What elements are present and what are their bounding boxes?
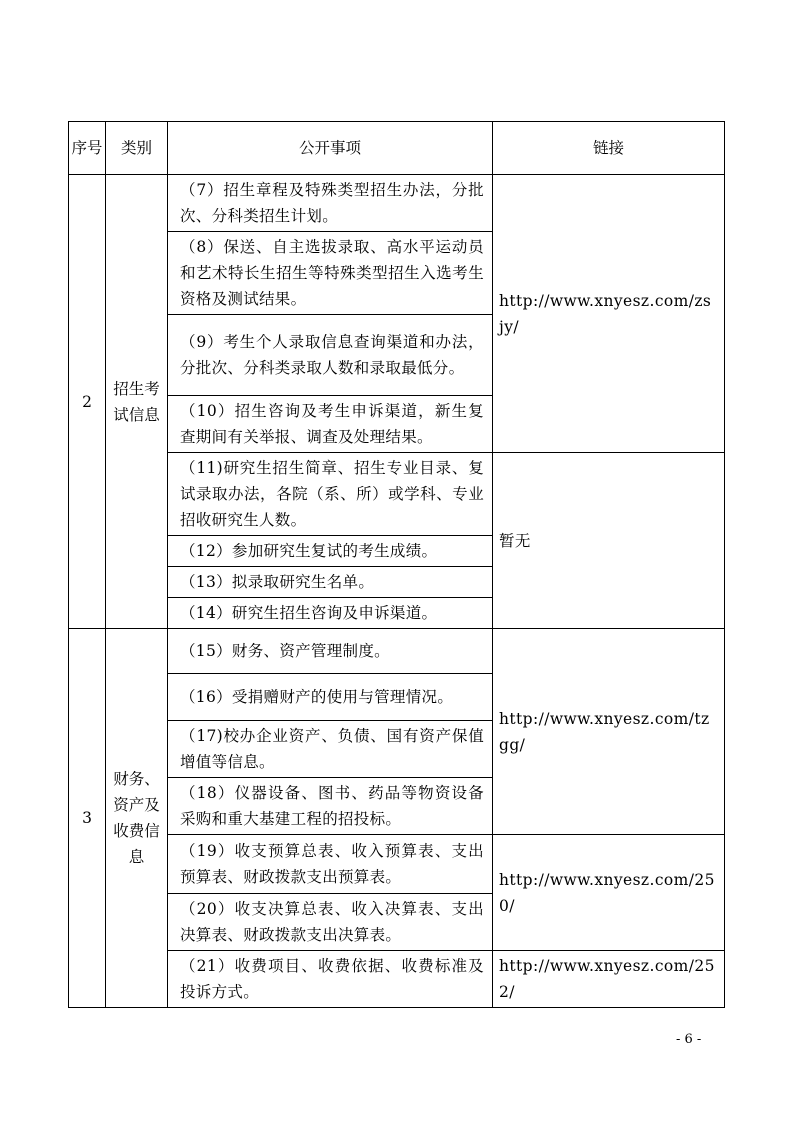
table-row (69, 175, 725, 232)
item-cell: （20）收支决算总表、收入决算表、支出决算表、财政拨款支出决算表。 (168, 894, 493, 951)
table-row (69, 835, 725, 894)
table-row (69, 629, 725, 674)
item-cell: （14）研究生招生咨询及申诉渠道。 (168, 598, 493, 629)
item-cell: （13）拟录取研究生名单。 (168, 567, 493, 598)
item-cell: （12）参加研究生复试的考生成绩。 (168, 536, 493, 567)
item-cell: （17)校办企业资产、负债、国有资产保值增值等信息。 (168, 721, 493, 778)
item-cell: （11)研究生招生简章、招生专业目录、复试录取办法，各院（系、所）或学科、专业招收研究生人数。 (168, 453, 493, 536)
item-cell: （21）收费项目、收费依据、收费标准及投诉方式。 (168, 951, 493, 1008)
header-category: 类别 (106, 122, 168, 175)
link-cell[interactable]: http://www.xnyesz.com/zsjy/ (493, 175, 725, 453)
item-cell: （7）招生章程及特殊类型招生办法，分批次、分科类招生计划。 (168, 175, 493, 232)
link-cell: 暂无 (493, 453, 725, 629)
disclosure-table (68, 121, 725, 1008)
seq-cell: 2 (69, 175, 106, 629)
header-link: 链接 (493, 122, 725, 175)
item-cell: （18）仪器设备、图书、药品等物资设备采购和重大基建工程的招投标。 (168, 778, 493, 835)
header-item: 公开事项 (168, 122, 493, 175)
header-row (69, 122, 725, 175)
item-cell: （19）收支预算总表、收入预算表、支出预算表、财政拨款支出预算表。 (168, 835, 493, 894)
seq-cell: 3 (69, 629, 106, 1008)
category-cell: 财务、资产及收费信息 (106, 629, 168, 1008)
item-cell: （16）受捐赠财产的使用与管理情况。 (168, 674, 493, 721)
item-cell: （8）保送、自主选拔录取、高水平运动员和艺术特长生招生等特殊类型招生入选考生资格及测试结果。 (168, 232, 493, 315)
table-row (69, 453, 725, 536)
page-number: - 6 - (676, 1032, 702, 1047)
link-cell[interactable]: http://www.xnyesz.com/250/ (493, 835, 725, 951)
category-cell: 招生考试信息 (106, 175, 168, 629)
link-cell[interactable]: http://www.xnyesz.com/tzgg/ (493, 629, 725, 835)
link-cell[interactable]: http://www.xnyesz.com/252/ (493, 951, 725, 1008)
item-cell: （15）财务、资产管理制度。 (168, 629, 493, 674)
header-seq: 序号 (69, 122, 106, 175)
item-cell: （9）考生个人录取信息查询渠道和办法，分批次、分科类录取人数和录取最低分。 (168, 315, 493, 396)
table-row (69, 951, 725, 1008)
item-cell: （10）招生咨询及考生申诉渠道，新生复查期间有关举报、调查及处理结果。 (168, 396, 493, 453)
